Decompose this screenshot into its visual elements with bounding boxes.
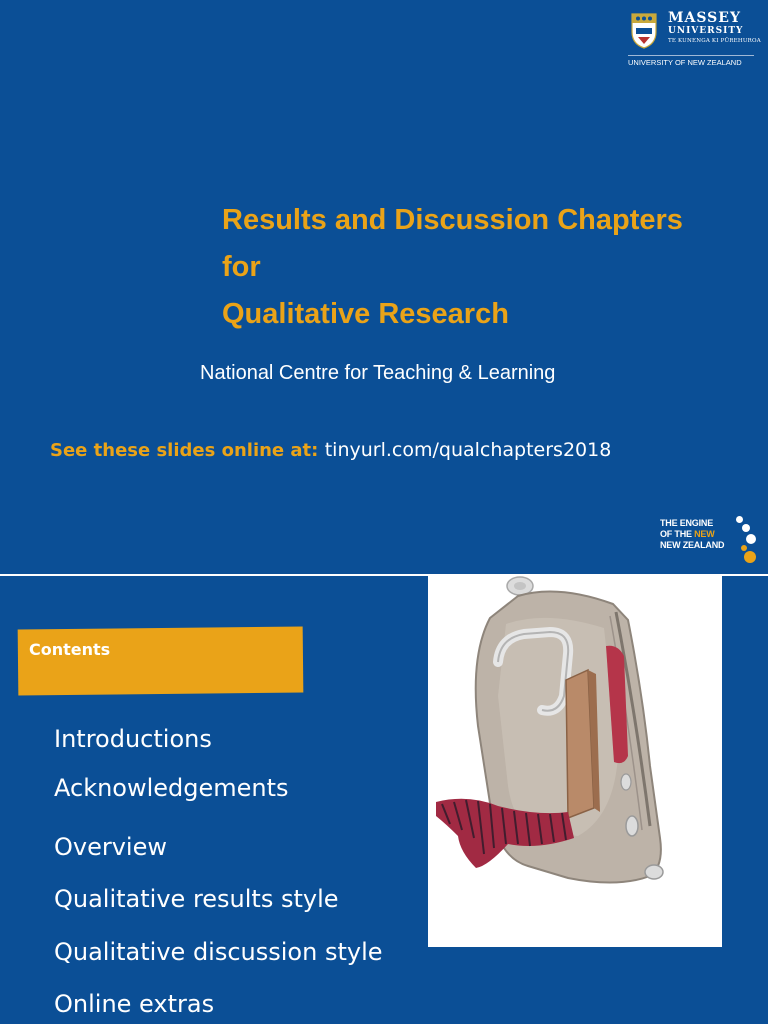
- contents-heading: Contents: [29, 640, 111, 659]
- massey-logo: [628, 10, 761, 67]
- contents-item: Qualitative results style: [54, 885, 339, 913]
- logo-university: UNIVERSITY: [668, 26, 744, 36]
- contents-slide: [0, 576, 768, 1024]
- logo-maori-name: TE KUNENGA KI PŪREHUROA: [668, 38, 761, 44]
- engine-dot-icon: [741, 545, 747, 551]
- engine-line-2-highlight: NEW: [694, 529, 715, 539]
- logo-name: MASSEY: [668, 10, 741, 26]
- contents-item: Online extras: [54, 990, 215, 1018]
- title-line: Results and Discussion Chapters: [222, 204, 683, 236]
- engine-line-1: THE ENGINE: [660, 518, 714, 528]
- title-line: Qualitative Research: [222, 298, 509, 330]
- contents-item: Qualitative discussion style: [54, 938, 383, 966]
- engine-dot-icon: [742, 524, 750, 532]
- suitcase-photo: [428, 576, 722, 947]
- slide-subtitle: National Centre for Teaching & Learning: [200, 362, 556, 384]
- slide-title: [222, 197, 752, 338]
- logo-divider: [628, 55, 754, 56]
- engine-line-3: NEW ZEALAND: [660, 540, 725, 550]
- engine-dot-icon: [746, 534, 756, 544]
- contents-banner: [18, 627, 304, 696]
- engine-tagline: [660, 518, 724, 551]
- engine-of-new-zealand-logo: [660, 516, 760, 566]
- contents-item: Introductions: [54, 725, 212, 753]
- engine-dot-icon: [736, 516, 743, 523]
- suitcase-illustration: [428, 576, 722, 947]
- contents-item: Overview: [54, 833, 167, 861]
- logo-country: UNIVERSITY OF NEW ZEALAND: [628, 58, 742, 67]
- engine-line-2: [660, 529, 724, 540]
- contents-item: Acknowledgements: [54, 774, 289, 802]
- university-crest-icon: [628, 10, 660, 50]
- engine-line-2-text: OF THE: [660, 529, 695, 539]
- online-link-line: [50, 437, 611, 461]
- engine-dot-icon: [744, 551, 756, 563]
- online-label: See these slides online at:: [50, 440, 319, 461]
- online-url-link[interactable]: tinyurl.com/qualchapters2018: [324, 439, 612, 461]
- title-line: for: [222, 251, 261, 283]
